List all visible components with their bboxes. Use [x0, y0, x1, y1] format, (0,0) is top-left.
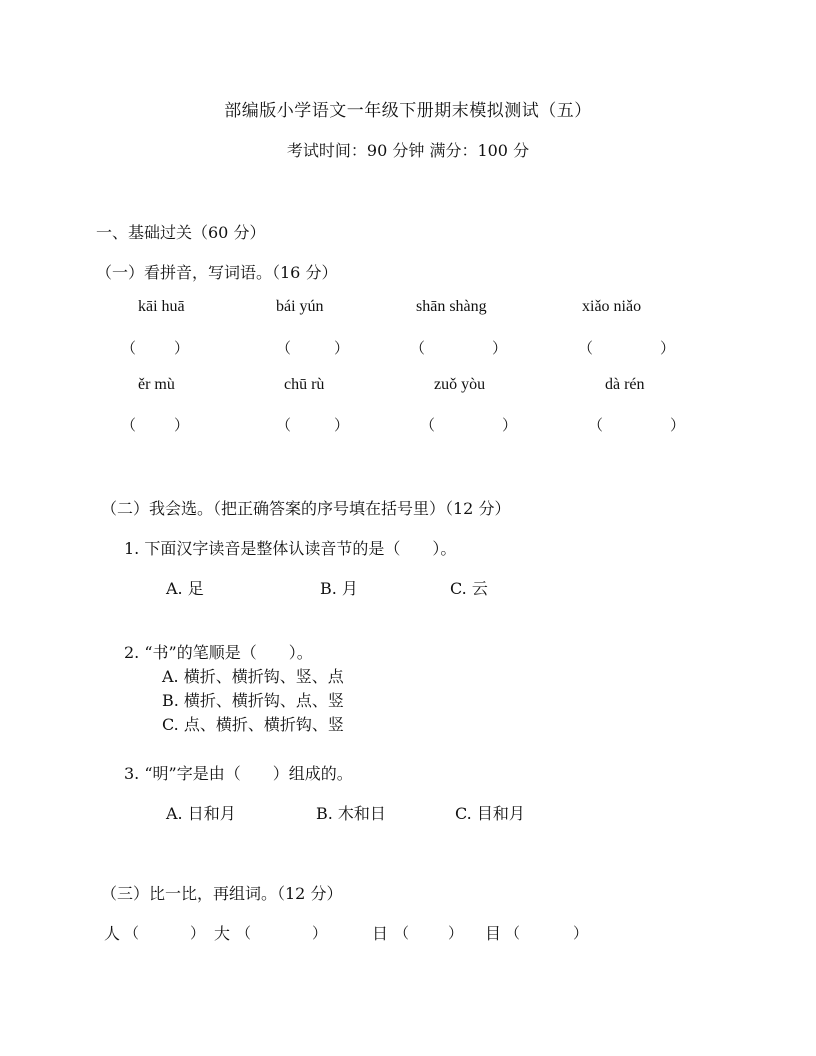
q3-option-b: B. 木和日 — [316, 804, 386, 823]
answer-blank-open: （ — [236, 924, 252, 942]
answer-blank-open: （ — [121, 339, 137, 357]
exam-info: 考试时间：90 分钟 满分：100 分 — [286, 141, 530, 160]
pinyin-3: shān shàng — [416, 298, 487, 315]
compare-char-3: 日 — [372, 924, 389, 943]
answer-blank-close: ） — [492, 339, 508, 357]
question-1: 1. 下面汉字读音是整体认读音节的是（ ）。 — [124, 539, 457, 558]
answer-blank-open: （ — [505, 924, 521, 942]
answer-blank-open: （ — [121, 416, 137, 434]
answer-blank-open: （ — [276, 339, 292, 357]
pinyin-6: chū rù — [284, 376, 325, 393]
q3-option-a: A. 日和月 — [166, 804, 236, 823]
pinyin-5: ěr mù — [138, 376, 175, 393]
answer-blank-open: （ — [588, 416, 604, 434]
page-title: 部编版小学语文一年级下册期末模拟测试（五） — [224, 101, 592, 121]
part2-heading: （二）我会选。（把正确答案的序号填在括号里）（12 分） — [101, 499, 511, 518]
pinyin-2: bái yún — [276, 298, 324, 315]
answer-blank-close: ） — [190, 924, 206, 942]
answer-blank-close: ） — [334, 416, 350, 434]
q1-option-b: B. 月 — [320, 579, 358, 598]
q2-option-a: A. 横折、横折钩、竖、点 — [162, 667, 344, 686]
answer-blank-close: ） — [502, 416, 518, 434]
pinyin-4: xiǎo niǎo — [582, 298, 642, 315]
pinyin-7: zuǒ yòu — [434, 376, 486, 393]
answer-blank-open: （ — [124, 924, 140, 942]
compare-char-4: 目 — [485, 924, 502, 943]
question-3: 3. “明”字是由（ ）组成的。 — [124, 764, 353, 783]
answer-blank-close: ） — [334, 339, 350, 357]
answer-blank-open: （ — [578, 339, 594, 357]
pinyin-1: kāi huā — [138, 298, 185, 315]
q1-option-a: A. 足 — [166, 579, 204, 598]
part1-heading: （一）看拼音，写词语。（16 分） — [96, 263, 338, 282]
section-heading: 一、基础过关（60 分） — [96, 223, 266, 242]
question-2: 2. “书”的笔顺是（ ）。 — [124, 643, 313, 662]
q1-option-c: C. 云 — [450, 579, 488, 598]
answer-blank-open: （ — [276, 416, 292, 434]
answer-blank-close: ） — [448, 924, 464, 942]
compare-char-1: 人 — [104, 924, 121, 943]
q3-option-c: C. 目和月 — [455, 804, 525, 823]
answer-blank-open: （ — [394, 924, 410, 942]
answer-blank-close: ） — [660, 339, 676, 357]
answer-blank-close: ） — [573, 924, 589, 942]
part3-heading: （三）比一比，再组词。（12 分） — [101, 884, 343, 903]
compare-char-2: 大 — [214, 924, 231, 943]
answer-blank-close: ） — [670, 416, 686, 434]
q2-option-b: B. 横折、横折钩、点、竖 — [162, 691, 344, 710]
q2-option-c: C. 点、横折、横折钩、竖 — [162, 715, 344, 734]
answer-blank-open: （ — [420, 416, 436, 434]
pinyin-8: dà rén — [605, 376, 645, 393]
answer-blank-open: （ — [410, 339, 426, 357]
answer-blank-close: ） — [174, 339, 190, 357]
answer-blank-close: ） — [174, 416, 190, 434]
answer-blank-close: ） — [312, 924, 328, 942]
